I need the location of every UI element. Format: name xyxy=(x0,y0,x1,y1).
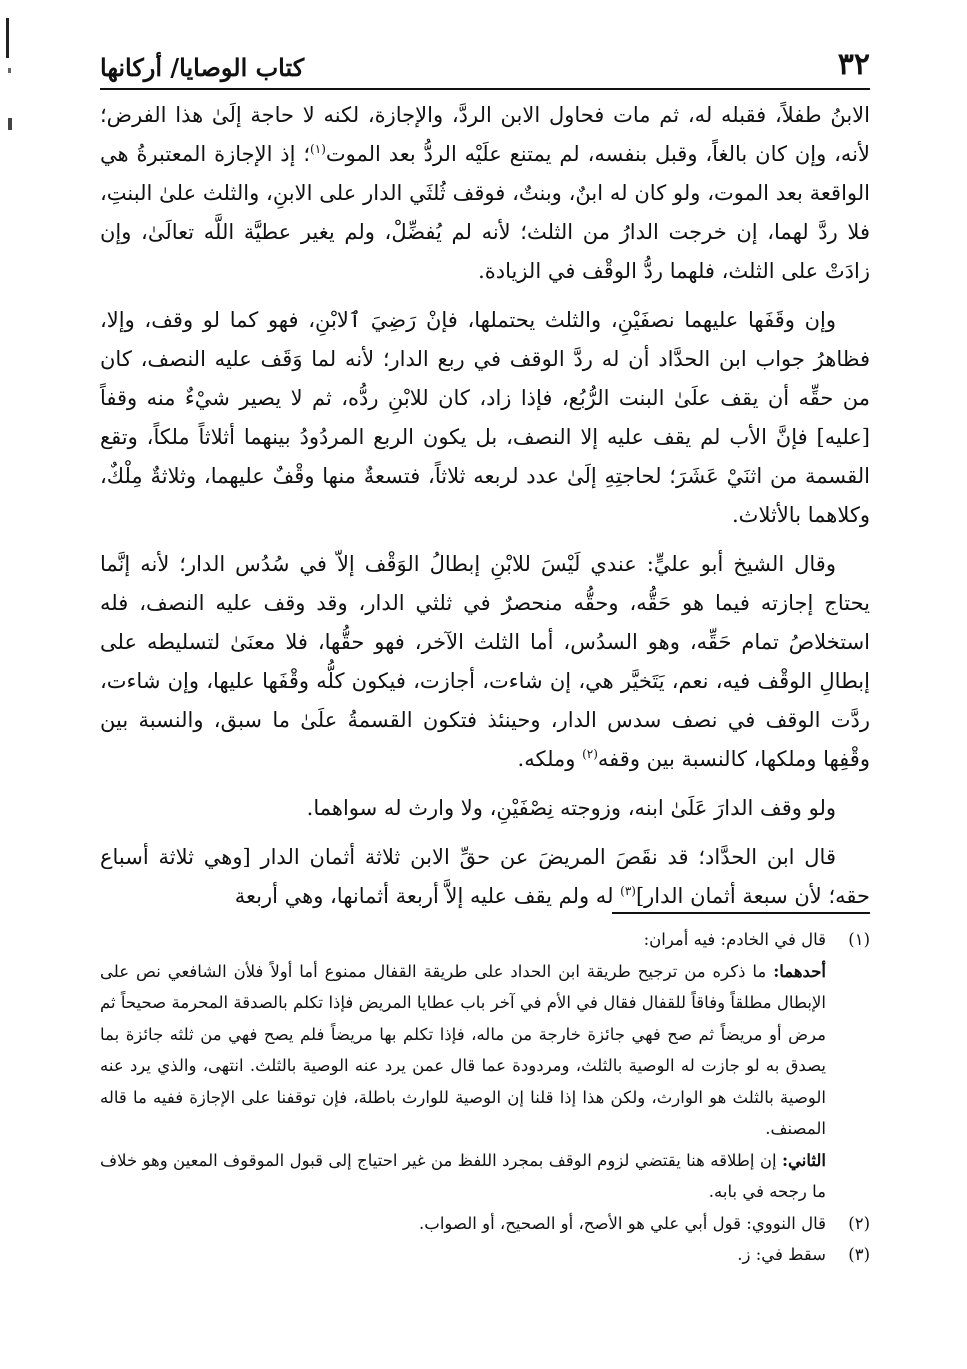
footnote-1-first-point xyxy=(100,956,826,1145)
running-title: كتاب الوصايا/ أركانها xyxy=(100,53,305,82)
footnote-2 xyxy=(100,1208,870,1240)
footnote-text: سقط في: ز. xyxy=(737,1245,826,1264)
footnotes xyxy=(100,924,870,1271)
footnote-text: إن إطلاقه هنا يقتضي لزوم الوقف بمجرد اللفظ من غير احتياج إلى قبول الموقوف المعين وهو خلاف ما رجحه في بابه. xyxy=(100,1150,826,1201)
paragraph-text: ؛ إذ الإجازة المعتبرةُ هي الواقعة بعد الموت، ولو كان له ابنٌ، وبنتٌ، فوقف ثُلثَي الدار على الابنِ، والثلث علىٰ البنتِ، فلا ردَّ لهما، إن خرجت الدارُ من الثلث؛ لأنه لم يُفضِّلْ، ولم يغير عطيَّة اللَّه تعالَىٰ، وإن زادَتْ على الثلث، فلهما ردُّ الوقْف في الزيادة. xyxy=(100,142,870,283)
footnote-number: (٣) xyxy=(848,1245,870,1264)
page-header xyxy=(100,36,870,90)
paragraph-text: وقال الشيخ أبو عليٍّ: عندي لَيْسَ للابْنِ إبطالُ الوَقْف إلاّ في سُدُس الدار؛ لأنه إنَّما يحتاج إجازته فيما هو حَقُّه، وحقُّه منحصرٌ في ثلثي الدار، وقد وقف عليه النصف، فله استخلاصُ تمام حَقِّه، وهو السدُس، أما الثلث الآخر، فهو حقُّها، فلا معنَىٰ لتسليطه على إبطالِ الوقْف فيه، نعم، يَتَخيَّر هي، إن شاءت، أجازت، فيكون كلُّه وقْفَها عليها، وإن شاءت، ردَّت الوقف في نصف سدس الدار، وحينئذ فتكون القسمةُ علَىٰ ما سبق، والنسبة بين وقْفِها وملكها، كالنسبة بين وقفه xyxy=(100,552,870,771)
footnote-number: (١) xyxy=(848,930,870,949)
footnote-marker-2[interactable]: (٢) xyxy=(582,747,598,761)
main-text xyxy=(100,96,870,926)
footnote-marker-3[interactable]: (٣) xyxy=(620,884,636,898)
scan-edge-mark xyxy=(6,18,9,58)
paragraph-3 xyxy=(100,545,870,779)
paragraph-4: ولو وقف الدارَ عَلَىٰ ابنه، وزوجته نِصْفَيْنِ، ولا وارث له سواهما. xyxy=(306,796,836,820)
paragraph-text: الابنُ طفلاً، فقبله له، ثم مات فحاول الابن الردَّ، والإجازة، لكنه لا حاجة إلَىٰ هذا الفرض؛ لأنه، وإن كان بالغاً، وقبل بنفسه، لم يمتنع علَيْه الردُّ بعد الموت xyxy=(100,103,870,166)
footnote-text: قال في الخادم: فيه أمران: xyxy=(643,930,826,949)
footnote-1-second-point xyxy=(100,1145,826,1208)
paragraph-2: وإن وقَفَها عليهما نصفَيْنِ، والثلث يحتملها، فإنْ رَضِيَ ٱلابْنِ، فهو كما لو وقف، وإلا، فظاهرُ جواب ابن الحدَّاد أن له ردَّ الوقف في ربع الدار؛ لأنه لما وَقَف عليه النصف، كان من حقِّه أن يقف علَىٰ البنت الرُّبُع، فإذا زاد، كان للابْنِ ردُّه، ثم لا يصير شيْءٌ منه وقفاً [عليه] فإنَّ الأب لم يقف عليه إلا النصف، بل يكون الربع المردُودُ بينهما أثلاثاً ملكاً، وتقع القسمة من اثنَيْ عَشَرَ؛ لحاجتِهِ إلَىٰ عدد لربعه ثلاثاً، فتسعةٌ منها وقْفٌ عليهما، وثلاثةٌ مِلْكٌ، وكلاهما بالأثلاث. xyxy=(100,308,870,527)
scan-edge-speck xyxy=(8,68,11,73)
footnote-separator xyxy=(612,912,870,914)
footnote-label: الثاني: xyxy=(781,1150,826,1170)
paragraph-1 xyxy=(100,96,870,291)
paragraph-text: وملكه. xyxy=(517,747,583,771)
footnote-text: قال النووي: قول أبي علي هو الأصح، أو الصحيح، أو الصواب. xyxy=(419,1213,826,1233)
footnote-text: ما ذكره من ترجيح طريقة ابن الحداد على طريقة القفال ممنوع أما أولاً فلأن الشافعي نص على الإبطال مطلقاً وفاقاً للقفال فقال في الأم في آخر باب عطايا المريض فإذا تكلم بالصدقة المحرمة صحيحاً ثم مرض أو مريضاً ثم صح فهي جائزة خارجة من ماله، فإذا تكلم بها مريضاً فلم يصح فهي من ثلثه جائزة بما يصدق به لو جازت له الوصية بالثلث، ومردودة عما قال عمن يرد عنه الوصية بالثلث. انتهى، والذي يرد عنه الوصية بالثلث هو الوارث، ولكن هذا إذا قلنا إن الوصية للوارث باطلة، فإن توقفنا على الإجازة ففيه ما قاله المصنف. xyxy=(100,961,826,1138)
footnote-1 xyxy=(100,924,870,956)
paragraph-text: له ولم يقف عليه إلاَّ أربعة أثمانها، وهي أربعة xyxy=(234,884,621,908)
footnote-number: (٢) xyxy=(848,1213,870,1233)
footnote-marker-1[interactable]: (١) xyxy=(310,142,326,156)
paragraph-5 xyxy=(100,838,870,916)
footnote-label: أحدهما: xyxy=(773,961,826,981)
paragraph-text: قال ابن الحدَّاد؛ قد نقَصَ المريضَ عن حقِّ الابن ثلاثة أثمان الدار [وهي ثلاثة أسباع حقه؛ لأن سبعة أثمان الدار] xyxy=(100,845,870,908)
footnote-3 xyxy=(100,1239,870,1271)
page-number: ٣٢ xyxy=(837,47,870,82)
scan-edge-speck xyxy=(8,118,12,130)
